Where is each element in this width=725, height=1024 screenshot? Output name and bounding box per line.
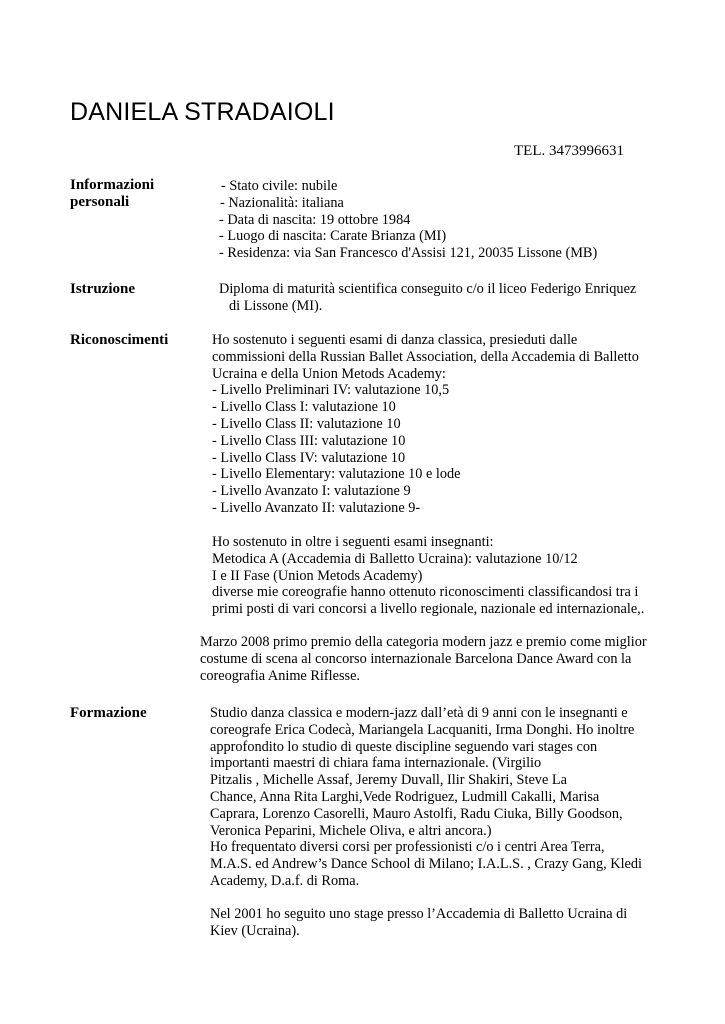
training-line: Nel 2001 ho seguito uno stage presso l’Accademia di Balletto Ucraina di	[210, 906, 628, 922]
section-label-training: Formazione	[70, 705, 147, 721]
training-line: approfondito lo studio di queste discipline seguendo vari stages con	[210, 738, 598, 755]
personal-line: - Luogo di nascita: Carate Brianza (MI)	[219, 228, 447, 245]
awards-line: Ho sostenuto in oltre i seguenti esami insegnanti:	[212, 534, 494, 550]
section-label-education: Istruzione	[70, 281, 135, 297]
section-label-personal	[70, 177, 154, 211]
phone-number: TEL. 3473996631	[514, 143, 624, 159]
training-line: importanti maestri di chiara fama internazionale. (Virgilio	[210, 755, 542, 772]
section-label-awards: Riconoscimenti	[70, 332, 169, 348]
awards-line: Metodica A (Accademia di Balletto Ucraina): valutazione 10/12	[212, 550, 578, 567]
education-text	[219, 281, 636, 315]
education-line: Diploma di maturità scientifica conseguito c/o il liceo Federigo Enriquez	[219, 281, 637, 297]
awards-line: Marzo 2008 primo premio della categoria modern jazz e premio come miglior	[200, 634, 647, 650]
awards-teacher-exams	[212, 534, 644, 618]
awards-line: - Livello Class IV: valutazione 10	[212, 449, 406, 466]
awards-line: - Livello Avanzato I: valutazione 9	[212, 483, 411, 500]
awards-line: - Livello Elementary: valutazione 10 e lode	[212, 466, 461, 483]
personal-line: - Stato civile: nubile	[221, 178, 338, 194]
training-line: Kiev (Ucraina).	[210, 922, 300, 939]
awards-line: diverse mie coreografie hanno ottenuto riconoscimenti classificandosi tra i	[212, 584, 639, 601]
training-line: Veronica Peparini, Michele Oliva, e altri ancora.)	[210, 822, 492, 839]
label-line: personali	[70, 194, 130, 210]
personal-line: - Residenza: via San Francesco d'Assisi 121, 20035 Lissone (MB)	[219, 245, 598, 262]
awards-line: - Livello Preliminari IV: valutazione 10,5	[212, 382, 450, 399]
personal-line: - Nazionalità: italiana	[220, 194, 344, 211]
personal-line: - Data di nascita: 19 ottobre 1984	[219, 211, 411, 228]
training-line: Studio danza classica e modern-jazz dall’età di 9 anni con le insegnanti e	[210, 705, 628, 721]
awards-line: coreografia Anime Riflesse.	[200, 667, 360, 684]
training-line: Academy, D.a.f. di Roma.	[210, 872, 360, 889]
personal-info-list	[219, 178, 597, 262]
awards-line: - Livello Class III: valutazione 10	[212, 432, 406, 449]
cv-name: DANIELA STRADAIOLI	[70, 98, 335, 126]
awards-line: - Livello Class II: valutazione 10	[212, 415, 401, 432]
awards-line: Ho sostenuto i seguenti esami di danza classica, presieduti dalle	[212, 332, 578, 348]
awards-exams	[212, 332, 639, 517]
training-line: coreografe Erica Codecà, Mariangela Lacquaniti, Irma Donghi. Ho inoltre	[210, 721, 635, 738]
awards-line: commissioni della Russian Ballet Association, della Accademia di Balletto	[212, 348, 639, 365]
training-line: Pitzalis , Michelle Assaf, Jeremy Duvall, Ilir Shakiri, Steve La	[210, 772, 567, 789]
awards-line: costume di scena al concorso internazionale Barcelona Dance Award con la	[200, 650, 632, 667]
awards-prize	[200, 634, 647, 684]
education-line: di Lissone (MI).	[229, 297, 323, 314]
training-line: M.A.S. ed Andrew’s Dance School di Milano; I.A.L.S. , Crazy Gang, Kledi	[210, 856, 643, 873]
awards-line: primi posti di vari concorsi a livello regionale, nazionale ed internazionale,.	[212, 601, 645, 618]
awards-line: I e II Fase (Union Metods Academy)	[212, 567, 423, 584]
training-line: Caprara, Lorenzo Casorelli, Mauro Astolfi, Radu Ciuka, Billy Goodson,	[210, 805, 623, 822]
training-kiev	[210, 906, 627, 940]
label-line: Informazioni	[70, 177, 155, 193]
awards-line: Ucraina e della Union Metods Academy:	[212, 365, 446, 382]
training-text	[210, 705, 642, 890]
awards-line: - Livello Class I: valutazione 10	[212, 399, 396, 416]
training-line: Chance, Anna Rita Larghi,Vede Rodriguez, Ludmill Cakalli, Marisa	[210, 788, 600, 805]
training-line: Ho frequentato diversi corsi per professionisti c/o i centri Area Terra,	[210, 839, 605, 856]
awards-line: - Livello Avanzato II: valutazione 9-	[212, 499, 421, 516]
